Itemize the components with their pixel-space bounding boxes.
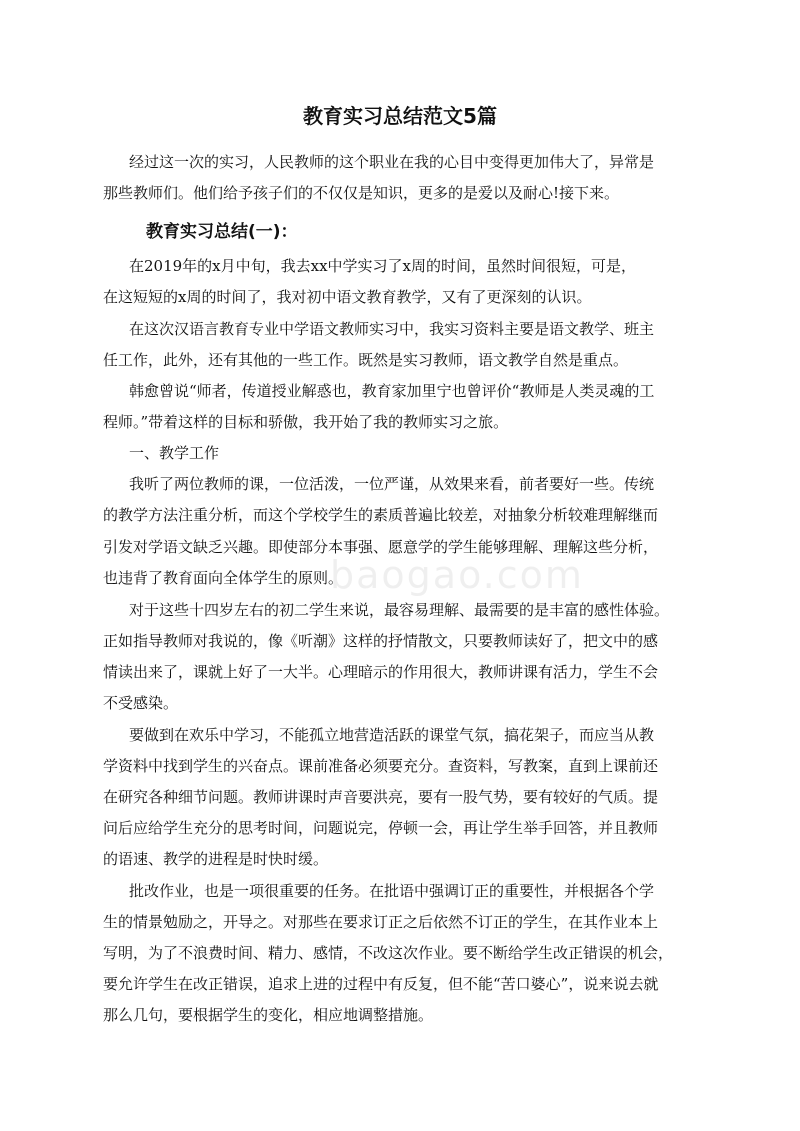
paragraph-line: 那么几句，要根据学生的变化，相应地调整措施。 [103,1006,434,1024]
watermark-logo: baogao.com [330,553,584,597]
paragraph-line: 要允许学生在改正错误，追求上进的过程中有反复，但不能“苦口婆心”，说来说去就 [103,975,659,993]
paragraph-line: 对于这些十四岁左右的初二学生来说，最容易理解、最需要的是丰富的感性体验。 [129,601,670,619]
paragraph-line: 在这短短的x周的时间了，我对初中语文教育教学，又有了更深刻的认识。 [103,288,592,306]
paragraph-line: 引发对学语文缺乏兴趣。即使部分本事强、愿意学的学生能够理解、理解这些分析， [103,538,659,556]
subheading-line: 一、教学工作 [129,444,220,462]
paragraph-line: 韩愈曾说“师者，传道授业解惑也，教育家加里宁也曾评价“教师是人类灵魂的工 [129,382,655,400]
paragraph-line: 不受感染。 [103,694,179,712]
paragraph-line: 在2019年的x月中旬，我去xx中学实习了x周的时间，虽然时间很短，可是， [129,257,637,275]
paragraph-line: 在研究各种细节问题。教师讲课时声音要洪亮，要有一股气势，要有较好的气质。提 [103,788,659,806]
paragraph-line: 问后应给学生充分的思考时间，问题说完，停顿一会，再让学生举手回答，并且教师 [103,819,659,837]
paragraph-line: 的语速、教学的进程是时快时缓。 [103,850,329,868]
paragraph-line: 程师。”带着这样的目标和骄傲，我开始了我的教师实习之旅。 [103,413,509,431]
paragraph-line: 也违背了教育面向全体学生的原则。 [103,569,344,587]
paragraph-line: 要做到在欢乐中学习，不能孤立地营造活跃的课堂气氛，搞花架子，而应当从教 [129,726,655,744]
paragraph-line: 任工作，此外，还有其他的一些工作。既然是实习教师，语文教学自然是重点。 [103,351,629,369]
paragraph-line: 在这次汉语言教育专业中学语文教师实习中，我实习资料主要是语文教学、班主 [129,320,655,338]
paragraph-line: 我听了两位教师的课，一位活泼，一位严谨，从效果来看，前者要好一些。传统 [129,475,655,493]
paragraph-line: 情读出来了，课就上好了一大半。心理暗示的作用很大，教师讲课有活力，学生不会 [103,663,659,681]
paragraph-line: 学资料中找到学生的兴奋点。课前准备必须要充分。查资料，写教案，直到上课前还 [103,757,659,775]
paragraph-line: 的教学方法注重分析，而这个学校学生的素质普遍比较差，对抽象分析较难理解继而 [103,506,659,524]
paragraph-line: 批改作业，也是一项很重要的任务。在批语中强调订正的重要性，并根据各个学 [129,882,655,900]
page-title: 教育实习总结范文5篇 [303,104,497,128]
paragraph-line: 写明，为了不浪费时间、精力、感情，不改这次作业。要不断给学生改正错误的机会， [103,944,674,962]
paragraph-line: 正如指导教师对我说的，像《听潮》这样的抒情散文，只要教师读好了，把文中的感 [103,632,659,650]
intro-line: 经过这一次的实习，人民教师的这个职业在我的心目中变得更加伟大了，异常是 [129,153,655,171]
section-heading: 教育实习总结(一)： [146,222,298,242]
paragraph-line: 生的情景勉励之，开导之。对那些在要求订正之后依然不订正的学生，在其作业本上 [103,913,659,931]
intro-line: 那些教师们。他们给予孩子们的不仅仅是知识，更多的是爱以及耐心!接下来。 [103,184,620,202]
